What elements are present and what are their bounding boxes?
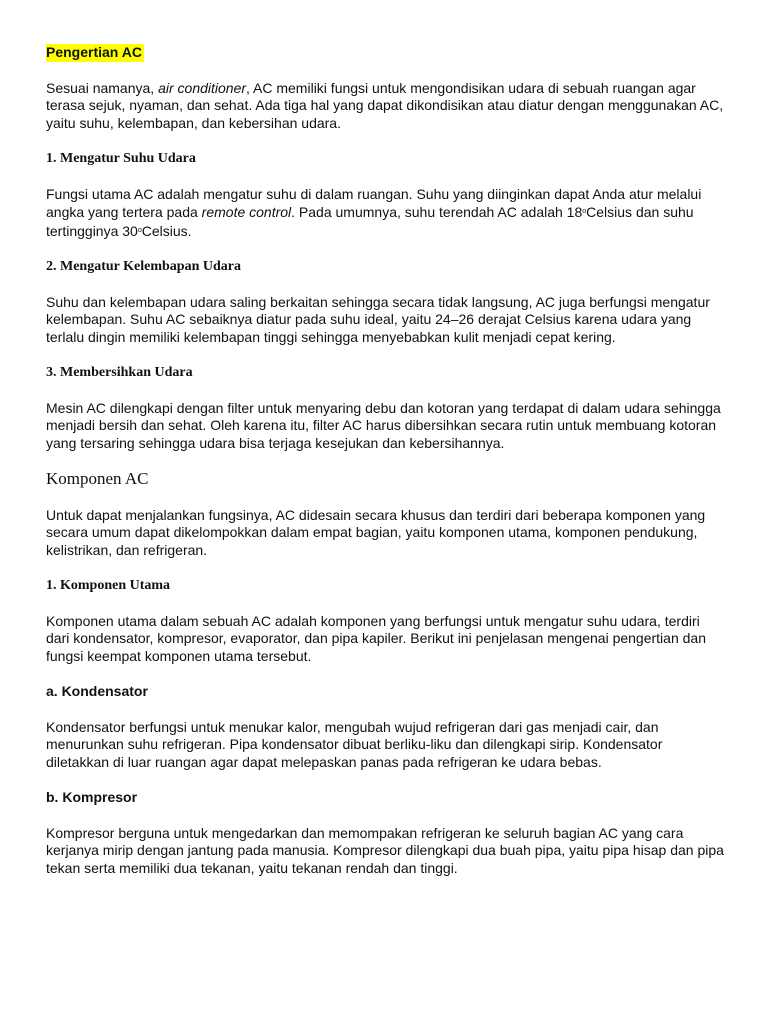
paragraph-komponen-utama: Komponen utama dalam sebuah AC adalah komponen yang berfungsi untuk mengatur suhu udara, terdiri dari kondensator, kompresor, evaporator, dan pipa kapiler. Berikut ini penjelasan mengenai pengertian dan fungsi keempat komponen utama tersebut. xyxy=(46,612,706,664)
suhu-text-b: . Pada umumnya, suhu terendah AC adalah 18 xyxy=(291,204,583,220)
title-line xyxy=(46,44,726,62)
intro-text-b: , AC memiliki fungsi untuk mengondisikan udara di sebuah ruangan agar terasa sejuk, nyaman, dan sehat. Ada tiga hal yang dapat dikondisikan atau diatur dengan menggunakan AC, yaitu suhu, kelembapan, dan kebersihan udara. xyxy=(46,79,724,131)
suhu-italic-remote: remote control xyxy=(201,204,292,220)
paragraph-kondensator: Kondensator berfungsi untuk menukar kalor, mengubah wujud refrigeran dari gas menjadi cair, dan menurunkan suhu refrigeran. Pipa kondensator dibuat berliku-liku dan dilengkapi sirip. Kondensator diletakkan di luar ruangan agar dapat melepaskan panas pada refrigeran ke udara bebas. xyxy=(46,718,663,770)
paragraph-kelembapan: Suhu dan kelembapan udara saling berkaitan sehingga secara tidak langsung, AC juga berfungsi mengatur kelembapan. Suhu AC sebaiknya diatur pada suhu ideal, yaitu 24–26 derajat Celsius karena udara yang terlalu dingin memiliki kelembapan tinggi sehingga menyebabkan kulit menjadi cepat kering. xyxy=(46,293,710,345)
heading-membersihkan: 3. Membersihkan Udara xyxy=(46,365,193,380)
paragraph-membersihkan: Mesin AC dilengkapi dengan filter untuk menyaring debu dan kotoran yang terdapat di dalam udara sehingga menjadi bersih dan sehat. Oleh karena itu, filter AC harus dibersihkan secara rutin untuk membuang kotoran yang tersaring sehingga udara bisa terjaga kesejukan dan kebersihannya. xyxy=(46,399,721,451)
suhu-text-c: Celsius dan suhu tertingginya 30 xyxy=(46,204,694,239)
suhu-text-d: Celsius. xyxy=(141,222,192,239)
heading-kompresor: b. Kompresor xyxy=(46,789,138,805)
document-page xyxy=(46,44,726,895)
degree-mark: o xyxy=(582,208,587,215)
heading-mengatur-suhu: 1. Mengatur Suhu Udara xyxy=(46,151,196,166)
section-heading-komponen: Komponen AC xyxy=(46,469,149,488)
heading-kondensator: a. Kondensator xyxy=(46,683,148,699)
paragraph-komponen-intro: Untuk dapat menjalankan fungsinya, AC didesain secara khusus dan terdiri dari beberapa komponen yang secara umum dapat dikelompokkan dalam empat bagian, yaitu komponen utama, komponen pendukung, kelistrikan, dan refrigeran. xyxy=(46,506,706,558)
paragraph-suhu xyxy=(46,186,726,241)
intro-italic-term: air conditioner xyxy=(158,79,247,96)
heading-komponen-utama: 1. Komponen Utama xyxy=(46,578,171,593)
intro-paragraph xyxy=(46,80,726,133)
heading-kelembapan: 2. Mengatur Kelembapan Udara xyxy=(46,259,241,274)
intro-text-a: Sesuai namanya, xyxy=(46,79,159,96)
suhu-text-a: Fungsi utama AC adalah mengatur suhu di dalam ruangan. Suhu yang diinginkan dapat Anda atur melalui angka yang tertera pada xyxy=(46,185,702,220)
page-title-highlighted: Pengertian AC xyxy=(46,44,142,60)
paragraph-kompresor: Kompresor berguna untuk mengedarkan dan memompakan refrigeran ke seluruh bagian AC yang cara kerjanya mirip dengan jantung pada manusia. Kompresor dilengkapi dua buah pipa, yaitu pipa hisap dan pipa tekan serta memiliki dua tekanan, yaitu tekanan rendah dan tinggi. xyxy=(46,824,724,876)
degree-mark: o xyxy=(137,226,142,234)
